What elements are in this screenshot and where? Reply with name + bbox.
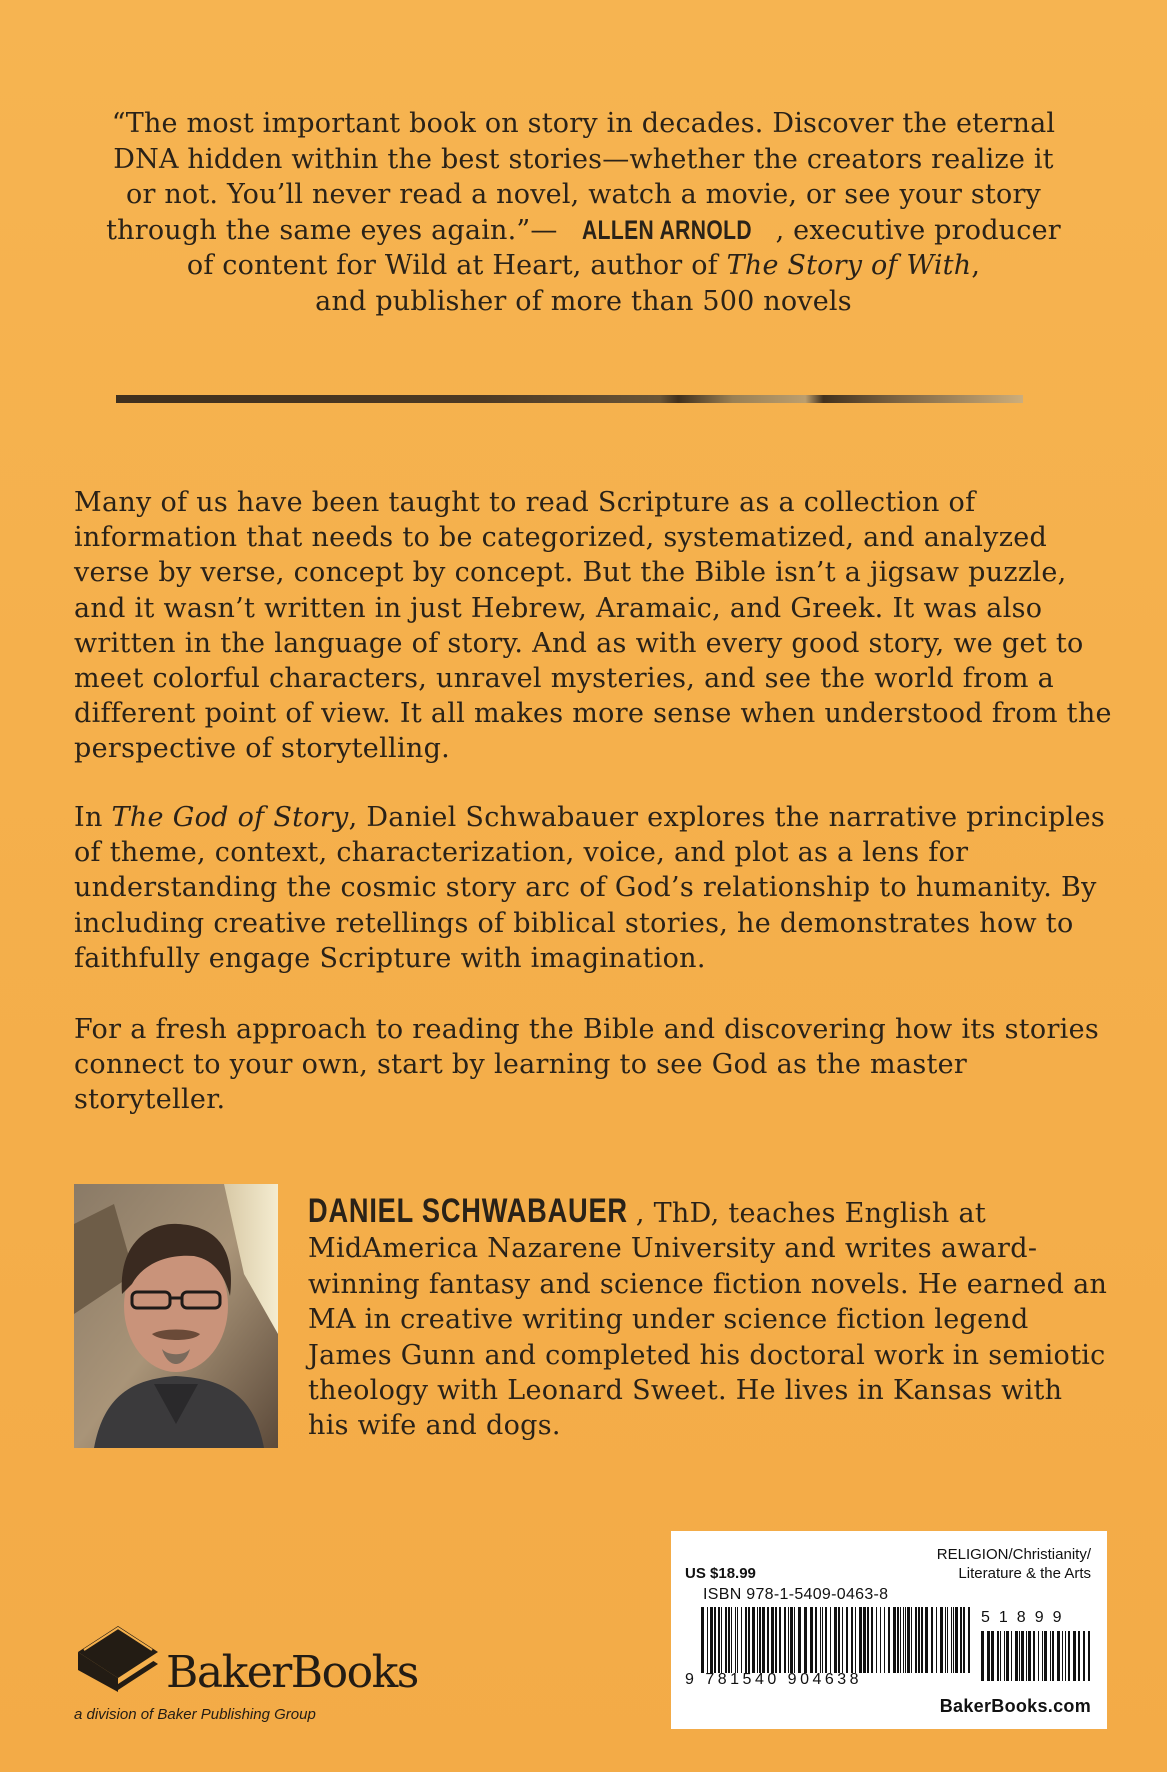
price-code: 51899: [981, 1609, 1071, 1626]
barcode-bar: [1028, 1631, 1031, 1681]
barcode-bar: [855, 1607, 856, 1673]
description-paragraph-2: [74, 800, 1114, 976]
barcode-bar: [1052, 1631, 1054, 1681]
endorsement-text: through the same eyes again.”—: [106, 214, 558, 246]
endorsement-text: ,: [971, 250, 981, 281]
endorsement-line: and publisher of more than 500 novels: [315, 285, 852, 317]
barcode-bar: [915, 1607, 917, 1673]
barcode-bar: [737, 1607, 738, 1673]
barcode-bar: [810, 1607, 813, 1673]
barcode-bar: [951, 1607, 952, 1673]
barcode-bar: [741, 1607, 742, 1673]
barcode-bar: [718, 1607, 720, 1673]
barcode-bar: [846, 1607, 848, 1673]
barcode-bar: [921, 1607, 923, 1673]
endorsement-quote: [70, 106, 1097, 319]
barcode-bar: [815, 1607, 817, 1673]
barcode-bar: [735, 1607, 736, 1673]
barcode-box: [671, 1531, 1107, 1729]
endorsement-line: “The most important book on story in decades. Discover the eternal: [111, 108, 1056, 139]
barcode-bar: [788, 1607, 789, 1673]
barcode-bar: [1015, 1631, 1018, 1681]
barcode-bar: [710, 1607, 713, 1673]
barcode-bar: [1078, 1631, 1080, 1681]
endorser-book-title: The Story of With: [726, 250, 972, 281]
barcode-bar: [1050, 1631, 1051, 1681]
barcode-bar: [1042, 1631, 1043, 1681]
barcode-bar: [784, 1607, 786, 1673]
description-paragraph-3: For a fresh approach to reading the Bible and discovering how its stories connect to your own, start by learning to see God as the master storyteller.: [74, 1014, 1100, 1116]
barcode-bar: [936, 1607, 937, 1673]
barcode-bar: [1004, 1631, 1005, 1681]
barcode-bar: [701, 1607, 704, 1673]
barcode-bar: [757, 1607, 758, 1673]
barcode-bar: [790, 1607, 793, 1673]
barcode-bar: [888, 1607, 890, 1673]
barcode-bar: [822, 1607, 823, 1673]
barcode-bar: [1033, 1631, 1035, 1681]
barcode-bar: [884, 1607, 885, 1673]
barcode-bar: [953, 1607, 954, 1673]
barcode-bar: [721, 1607, 722, 1673]
barcode-bar: [1000, 1631, 1001, 1681]
barcode-bar: [931, 1607, 933, 1673]
isbn: ISBN 978-1-5409-0463-8: [703, 1586, 889, 1603]
author-name: DANIEL SCHWABAUER: [308, 1192, 628, 1230]
endorsement-text: of content for Wild at Heart, author of: [186, 250, 727, 281]
barcode-bar: [907, 1607, 910, 1673]
barcode-bar: [1062, 1631, 1063, 1681]
decorative-divider: [116, 395, 1023, 403]
barcode-bar: [1057, 1631, 1060, 1681]
category-line: RELIGION/Christianity/: [936, 1546, 1091, 1563]
barcode-bar: [867, 1607, 869, 1673]
endorsement-text: , executive producer: [775, 214, 1061, 246]
barcode-bar: [900, 1607, 901, 1673]
barcode-bar: [940, 1607, 943, 1673]
publisher-tagline: a division of Baker Publishing Group: [74, 1706, 316, 1723]
barcode-bar: [918, 1607, 920, 1673]
barcode-bar: [1011, 1631, 1012, 1681]
barcode-bar: [775, 1607, 777, 1673]
barcode-bar: [1088, 1631, 1090, 1681]
category-line: Literature & the Arts: [958, 1565, 1091, 1582]
barcode-bar: [987, 1631, 990, 1681]
barcode-bar: [1065, 1631, 1066, 1681]
barcode-bar: [1083, 1631, 1085, 1681]
barcode-bar: [838, 1607, 840, 1673]
barcode-bar: [779, 1607, 781, 1673]
author-photo: [74, 1184, 278, 1448]
barcode-bar: [925, 1607, 928, 1673]
description-text: In: [74, 802, 112, 833]
barcode-bar: [876, 1607, 877, 1673]
author-bio-text: , ThD, teaches English at MidAmerica Nazarene University and writes award-winning fantasy and science fiction novels. He earned an MA in creative writing under science fiction legend James Gunn and completed his doctoral work in semiotic theology with Leonard Sweet. He lives in Kansas with his wife and dogs.: [308, 1198, 1108, 1442]
barcode-bar: [1068, 1631, 1070, 1681]
barcode-bar: [863, 1607, 866, 1673]
barcode-bar: [997, 1631, 999, 1681]
endorsement-line: DNA hidden within the best stories—whether the creators realize it: [113, 143, 1054, 175]
barcode-bar: [893, 1607, 896, 1673]
barcode-bar: [871, 1607, 873, 1673]
barcode-bar: [794, 1607, 795, 1673]
barcode-bar: [851, 1607, 853, 1673]
price: US $18.99: [685, 1565, 756, 1582]
barcode-bar: [905, 1607, 906, 1673]
barcode-bar: [1021, 1631, 1024, 1681]
endorser-name: ALLEN ARNOLD: [581, 214, 752, 245]
publisher-name: BakerBooks: [166, 1647, 418, 1698]
barcode-bar: [752, 1607, 755, 1673]
website: BakerBooks.com: [939, 1696, 1091, 1716]
barcode-bar: [759, 1607, 761, 1673]
barcode-bar: [804, 1607, 807, 1673]
endorsement-line: [70, 248, 1097, 284]
endorsement-line: or not. You’ll never read a novel, watch a movie, or see your story: [125, 179, 1042, 210]
barcode-bar: [725, 1607, 727, 1673]
barcode-bar: [963, 1607, 965, 1673]
barcode-bar: [762, 1607, 765, 1673]
barcode-bar: [731, 1607, 732, 1673]
barcode-bar: [968, 1607, 970, 1673]
category: [937, 1545, 1091, 1583]
barcode-bar: [945, 1607, 946, 1673]
price-barcode: [981, 1631, 1091, 1681]
barcode-bar: [842, 1607, 843, 1673]
barcode-bar: [991, 1631, 994, 1681]
barcode-bar: [771, 1607, 774, 1673]
barcode-bar: [1038, 1631, 1039, 1681]
barcode-bar: [1006, 1631, 1009, 1681]
barcode-bar: [947, 1607, 948, 1673]
barcode-bar: [834, 1607, 837, 1673]
barcode-bar: [1026, 1631, 1027, 1681]
barcode-bar: [798, 1607, 801, 1673]
description-text: , Daniel Schwabauer explores the narrative principles of theme, context, characterization, voice, and plot as a lens for understanding the cosmic story arc of God’s relationship to humanity. By including creative retellings of biblical stories, he demonstrates how to faithfully engage Scripture with imagination.: [74, 802, 1106, 974]
barcode-bar: [1073, 1631, 1076, 1681]
barcode-bar: [820, 1607, 821, 1673]
barcode-bar: [981, 1631, 984, 1681]
barcode-bar: [897, 1607, 899, 1673]
barcode-bar: [745, 1607, 747, 1673]
barcode-bar: [880, 1607, 881, 1673]
barcode-bar: [955, 1607, 958, 1673]
barcode-bar: [728, 1607, 730, 1673]
book-stack-icon: [74, 1620, 160, 1692]
barcode-bar: [960, 1607, 962, 1673]
barcode-bar: [911, 1607, 912, 1673]
publisher-logo: [74, 1620, 474, 1730]
isbn-barcode: [701, 1607, 971, 1673]
barcode-bar: [825, 1607, 827, 1673]
barcode-bar: [1044, 1631, 1047, 1681]
barcode-bar: [830, 1607, 831, 1673]
book-title: The God of Story: [111, 802, 349, 833]
barcode-bar: [748, 1607, 750, 1673]
barcode-bar: [707, 1607, 708, 1673]
barcode-bar: [1019, 1631, 1020, 1681]
author-bio: [308, 1194, 1108, 1444]
description-paragraph-1: Many of us have been taught to read Scripture as a collection of information that needs to be categorized, systematized, and analyzed verse by verse, concept by concept. But the Bible isn’t a jigsaw puzzle, and it wasn’t written in just Hebrew, Aramaic, and Greek. It was also written in the language of story. And as with every good story, we get to meet colorful characters, unravel mysteries, and see the world from a different point of view. It all makes more sense when understood from the perspective of storytelling.: [74, 487, 1112, 765]
barcode-digits: 9 781540 904638: [685, 1671, 863, 1688]
barcode-bar: [767, 1607, 769, 1673]
barcode-bar: [859, 1607, 862, 1673]
barcode-bar: [714, 1607, 716, 1673]
barcode-bar: [903, 1607, 904, 1673]
endorsement-line: [70, 213, 1097, 249]
